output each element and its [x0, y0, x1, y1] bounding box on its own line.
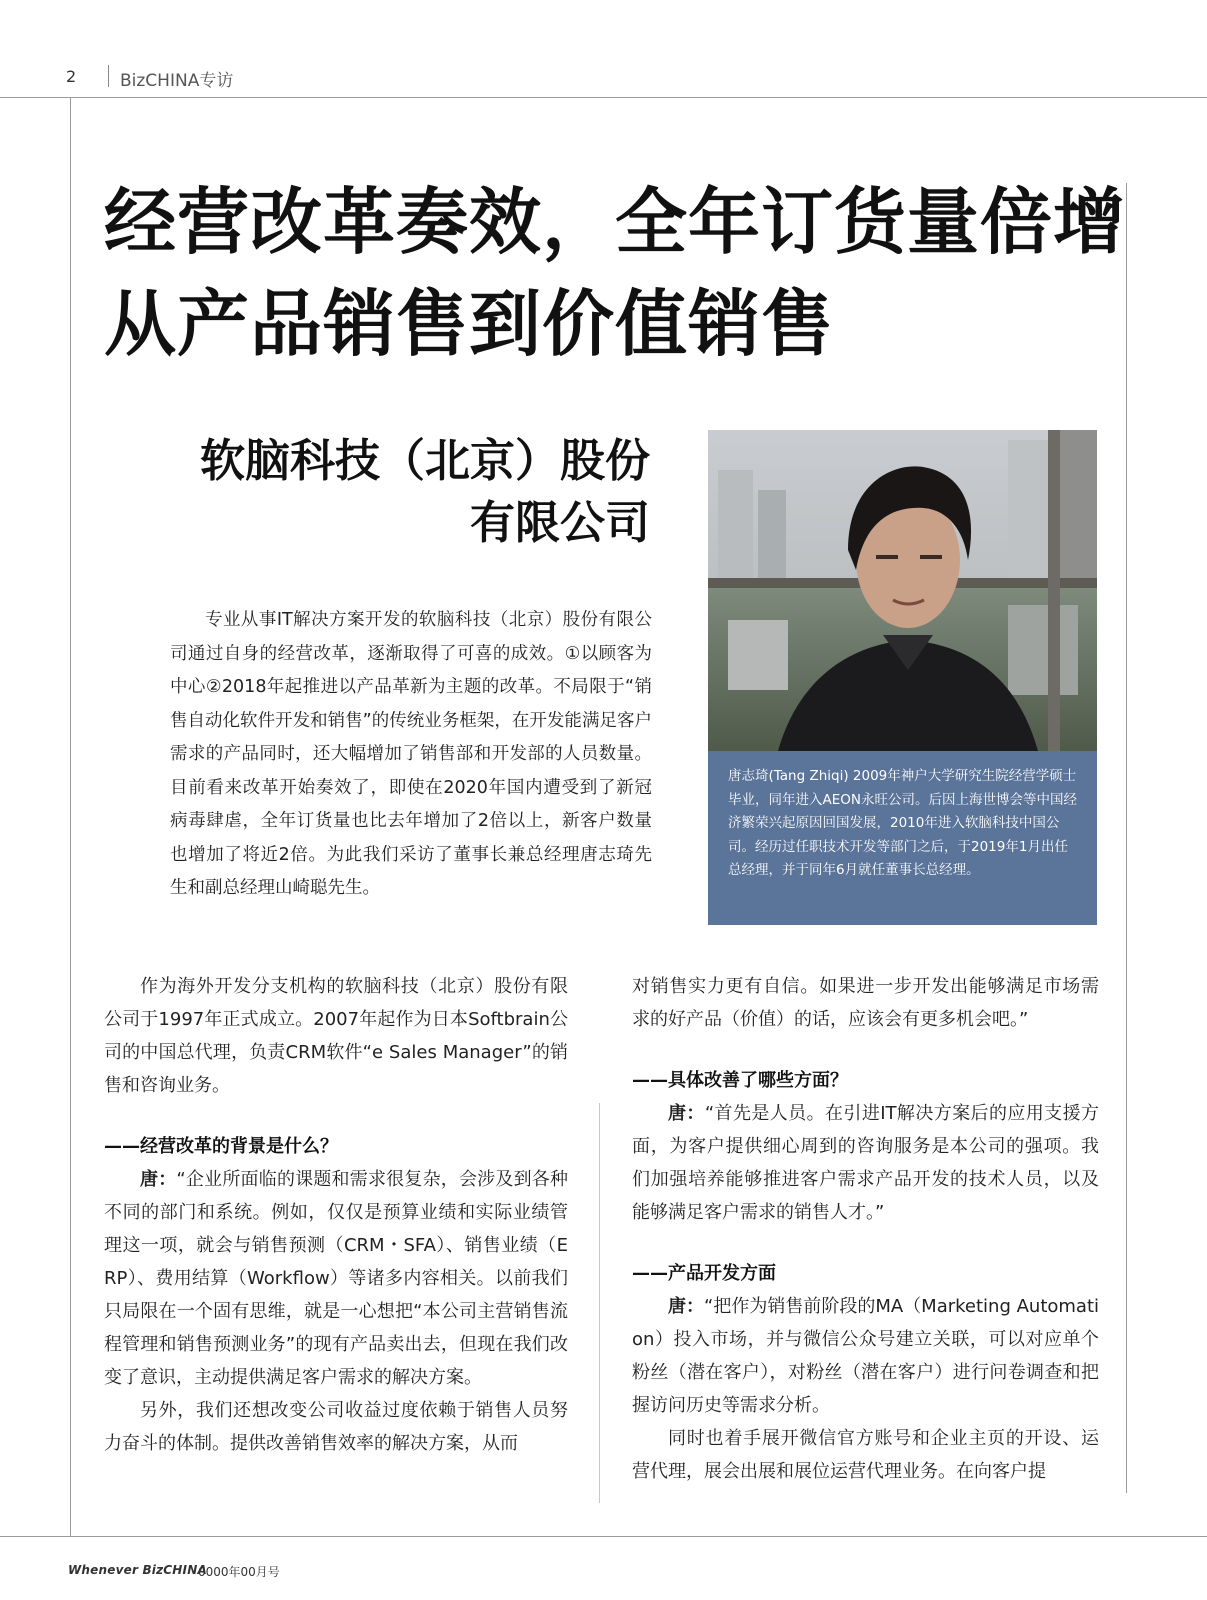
- portrait-photo-image: [708, 430, 1097, 751]
- footer-brand: Whenever BizCHINA: [68, 1563, 207, 1577]
- headline-line-2: 从产品销售到价值销售: [104, 282, 835, 366]
- footer-rule: [0, 1536, 1207, 1537]
- answer-text: “企业所面临的课题和需求很复杂，会涉及到各种不同的部门和系统。例如，仅仅是预算业绩和实际业绩管理这一项，就会与销售预测（CRM・SFA）、销售业绩（ERP）、费用结算（Workflow）等诸多内容相关。以前我们只局限在一个固有思维，就是一心想把“本公司主营销售流程管理和销售预测业务”的现有产品卖出去，但现在我们改变了意识，主动提供满足客户需求的解决方案。: [104, 1169, 568, 1388]
- left-margin-rule: [70, 97, 71, 1537]
- header-separator: [108, 65, 109, 87]
- company-name-line-1: 软脑科技（北京）股份: [199, 434, 650, 487]
- continued-paragraph: 对销售实力更有自信。如果进一步开发出能够满足市场需求的好产品（价值）的话，应该会有更多机会吧。”: [632, 976, 1099, 1030]
- header-rule: [0, 97, 1207, 98]
- column-divider: [599, 1103, 600, 1503]
- article-left-column: [104, 970, 568, 1460]
- right-margin-rule: [1126, 183, 1127, 1493]
- section-label: BizCHINA专访: [120, 71, 234, 91]
- lead-paragraph: [170, 604, 652, 906]
- portrait-photo: [708, 430, 1097, 751]
- company-name-line-2: 有限公司: [469, 496, 650, 549]
- photo-caption: 唐志琦(Tang Zhiqi) 2009年神户大学研究生院经营学硕士毕业，同年进入AEON永旺公司。后因上海世博会等中国经济繁荣兴起原因回国发展，2010年进入软脑科技中国公司。经历过任职技术开发等部门之后，于2019年1月出任总经理，并于同年6月就任董事长总经理。: [708, 751, 1097, 925]
- headline-line-1: 经营改革奏效，全年订货量倍增: [104, 180, 1127, 264]
- body-paragraph: 另外，我们还想改变公司收益过度依赖于销售人员努力奋斗的体制。提供改善销售效率的解决方案，从而: [104, 1400, 568, 1454]
- answer-paragraph: [104, 1163, 568, 1394]
- question-heading: ——具体改善了哪些方面？: [632, 1070, 848, 1091]
- footer-issue-date: 0000年00月号: [198, 1565, 280, 1579]
- intro-paragraph: 作为海外开发分支机构的软脑科技（北京）股份有限公司于1997年正式成立。2007年起作为日本Softbrain公司的中国总代理，负责CRM软件“e Sales Manager”的销售和咨询业务。: [104, 976, 568, 1096]
- speaker-label: 唐：: [140, 1169, 177, 1190]
- speaker-label: 唐：: [668, 1296, 704, 1317]
- answer-text: “首先是人员。在引进IT解决方案后的应用支援方面，为客户提供细心周到的咨询服务是本公司的强项。我们加强培养能够推进客户需求产品开发的技术人员，以及能够满足客户需求的销售人才。”: [632, 1103, 1100, 1223]
- speaker-label: 唐：: [668, 1103, 705, 1124]
- article-right-column: [632, 970, 1099, 1488]
- answer-text: “把作为销售前阶段的MA（Marketing Automation）投入市场，并与微信公众号建立关联，可以对应单个粉丝（潜在客户），对粉丝（潜在客户）进行问卷调查和把握访问历史等需求分析。: [632, 1296, 1100, 1416]
- page-number: 2: [66, 67, 77, 86]
- answer-paragraph: [632, 1097, 1099, 1229]
- lead-text: 专业从事IT解决方案开发的软脑科技（北京）股份有限公司通过自身的经营改革，逐渐取得了可喜的成效。①以顾客为中心②2018年起推进以产品革新为主题的改革。不局限于“销售自动化软件开发和销售”的传统业务框架，在开发能满足客户需求的产品同时，还大幅增加了销售部和开发部的人员数量。目前看来改革开始奏效了，即使在2020年国内遭受到了新冠病毒肆虐，全年订货量也比去年增加了2倍以上，新客户数量也增加了将近2倍。为此我们采访了董事长兼总经理唐志琦先生和副总经理山崎聪先生。: [170, 610, 652, 898]
- question-heading: ——产品开发方面: [632, 1263, 776, 1284]
- answer-paragraph: [632, 1290, 1099, 1422]
- question-heading: ——经营改革的背景是什么？: [104, 1136, 338, 1157]
- body-paragraph: 同时也着手展开微信官方账号和企业主页的开设、运营代理，展会出展和展位运营代理业务。在向客户提: [632, 1428, 1099, 1482]
